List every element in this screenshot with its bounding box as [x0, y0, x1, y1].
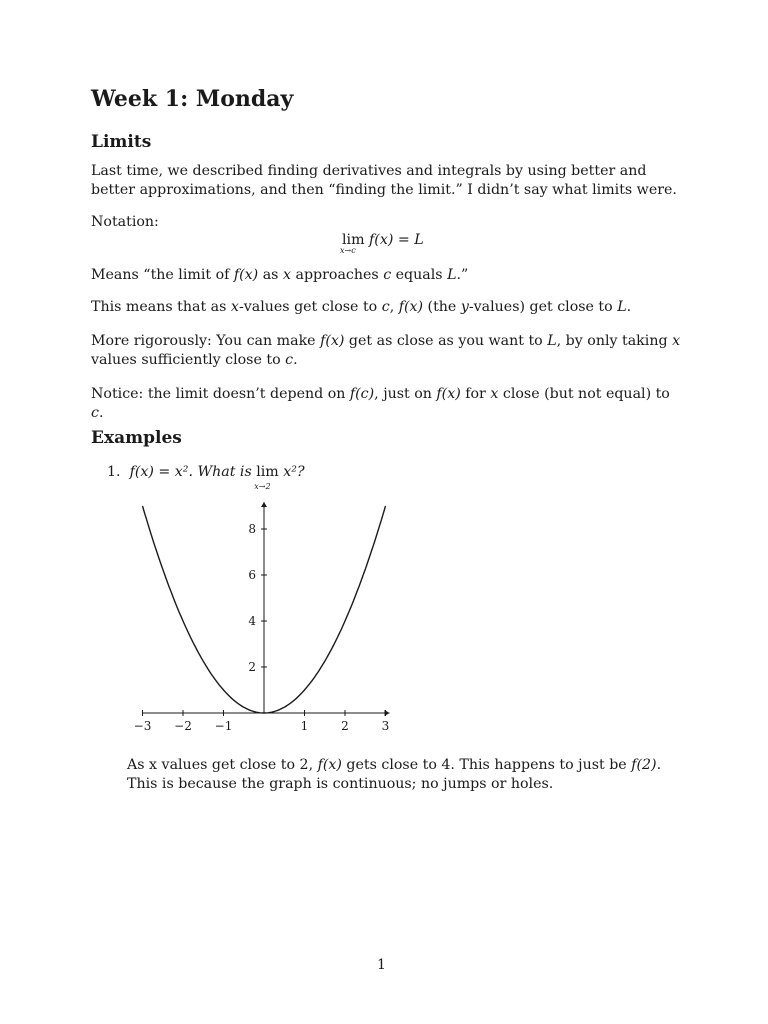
example-1-question: 1. f(x) = x². What is lim x→2 x²?	[107, 463, 697, 482]
lim-subscript: x→c	[340, 246, 356, 255]
example-1-explanation: As x values get close to 2, f(x) gets close to 4. This happens to just be f(2). This is because the graph is continuous; no jumps or holes.	[127, 757, 662, 792]
graph-ticks	[134, 522, 390, 733]
graph-axes	[143, 502, 390, 716]
section-heading-limits: Limits	[91, 132, 152, 152]
example-lim-operator: lim x→2	[256, 463, 279, 482]
notation-label: Notation:	[91, 214, 159, 230]
paragraph-rigorous: More rigorously: You can make f(x) get as close as you want to L, by only taking x values sufficiently close to c.	[91, 333, 681, 368]
equation-expression: f(x) = L	[369, 232, 424, 248]
x-tick-label: 2	[341, 719, 349, 733]
y-tick-label: 2	[248, 660, 256, 674]
y-tick-label: 8	[248, 522, 256, 536]
paragraph-means: Means “the limit of f(x) as x approaches c equals L.”	[91, 267, 469, 283]
x-tick-label: −3	[133, 719, 152, 733]
x-tick-label: −1	[214, 719, 233, 733]
x-tick-label: 3	[381, 719, 390, 733]
y-tick-label: 4	[248, 614, 256, 628]
section-heading-examples: Examples	[91, 428, 182, 448]
y-tick-label: 6	[248, 568, 256, 582]
x-tick-label: −2	[174, 719, 192, 733]
example-lim-subscript: x→2	[254, 482, 271, 491]
list-number: 1.	[107, 464, 121, 480]
page-title: Week 1: Monday	[91, 86, 294, 112]
paragraph-close: This means that as x-values get close to c, f(x) (the y-values) get close to L.	[91, 299, 632, 315]
page-number: 1	[377, 957, 386, 973]
y-axis-arrow	[261, 502, 267, 507]
x-tick-label: 1	[300, 719, 309, 733]
paragraph-notice: Notice: the limit doesn’t depend on f(c), just on f(x) for x close (but not equal) to c.	[91, 386, 670, 421]
paragraph-intro: Last time, we described finding derivatives and integrals by using better and better approximations, and then “finding the limit.” I didn’t say what limits were.	[91, 163, 677, 198]
lim-operator: lim x→c	[340, 232, 365, 255]
